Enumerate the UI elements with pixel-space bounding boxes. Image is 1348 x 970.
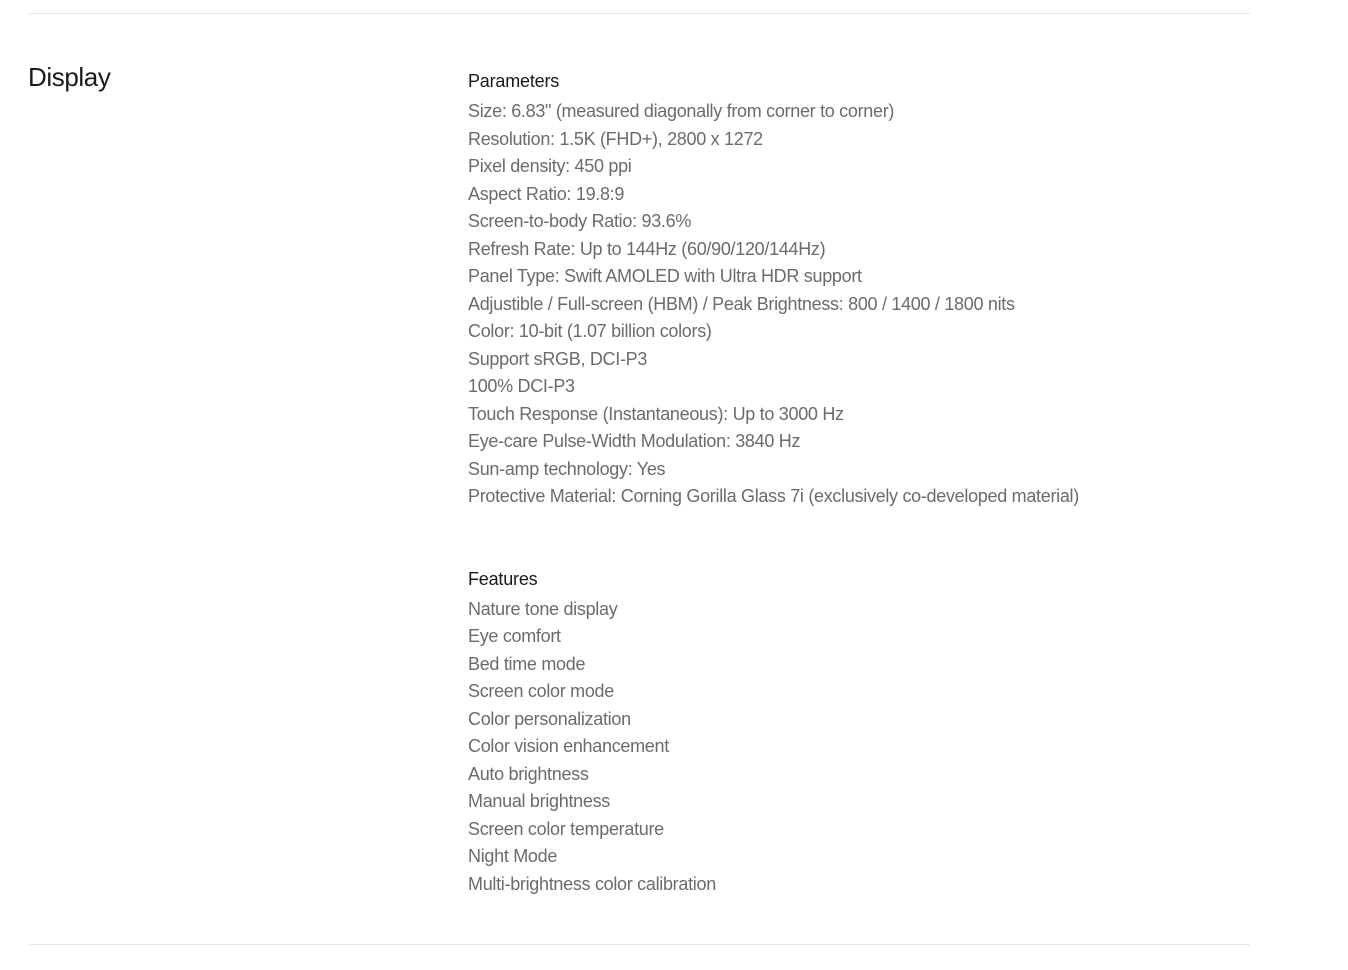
top-divider — [29, 13, 1250, 14]
parameter-item: Adjustible / Full-screen (HBM) / Peak Brightness: 800 / 1400 / 1800 nits — [468, 293, 1015, 314]
spec-content — [468, 68, 1248, 898]
feature-item: Color personalization — [468, 708, 631, 729]
parameter-item: Screen-to-body Ratio: 93.6% — [468, 211, 692, 231]
feature-item: Bed time mode — [468, 653, 586, 674]
parameters-group — [468, 68, 1248, 511]
features-group — [468, 566, 1248, 899]
parameter-item: Pixel density: 450 ppi — [468, 156, 632, 176]
section-title: Display — [28, 62, 111, 92]
feature-item: Multi-brightness color calibration — [468, 873, 716, 894]
parameters-heading: Parameters — [468, 71, 560, 91]
feature-item: Screen color mode — [468, 681, 614, 701]
parameter-item: Protective Material: Corning Gorilla Glass 7i (exclusively co-developed material) — [468, 486, 1079, 506]
parameters-list — [468, 98, 1248, 511]
parameter-item: Touch Response (Instantaneous): Up to 3000 Hz — [468, 403, 844, 424]
bottom-divider — [29, 944, 1250, 945]
parameter-item: Sun-amp technology: Yes — [468, 458, 666, 479]
parameter-item: Support sRGB, DCI-P3 — [468, 348, 648, 369]
feature-item: Auto brightness — [468, 763, 589, 784]
feature-item: Eye comfort — [468, 626, 561, 646]
parameter-item: Aspect Ratio: 19.8:9 — [468, 183, 625, 204]
feature-item: Night Mode — [468, 846, 558, 866]
features-heading: Features — [468, 568, 538, 589]
parameter-item: Panel Type: Swift AMOLED with Ultra HDR support — [468, 266, 862, 286]
feature-item: Screen color temperature — [468, 818, 664, 839]
parameter-item: 100% DCI-P3 — [468, 376, 575, 396]
feature-item: Manual brightness — [468, 791, 610, 811]
parameter-item: Refresh Rate: Up to 144Hz (60/90/120/144Hz) — [468, 238, 826, 259]
feature-item: Nature tone display — [468, 598, 618, 619]
parameter-item: Size: 6.83" (measured diagonally from corner to corner) — [468, 101, 895, 121]
feature-item: Color vision enhancement — [468, 736, 669, 756]
parameter-item: Eye-care Pulse-Width Modulation: 3840 Hz — [468, 431, 801, 451]
features-list — [468, 596, 1248, 899]
parameter-item: Color: 10-bit (1.07 billion colors) — [468, 321, 712, 341]
parameter-item: Resolution: 1.5K (FHD+), 2800 x 1272 — [468, 128, 763, 149]
